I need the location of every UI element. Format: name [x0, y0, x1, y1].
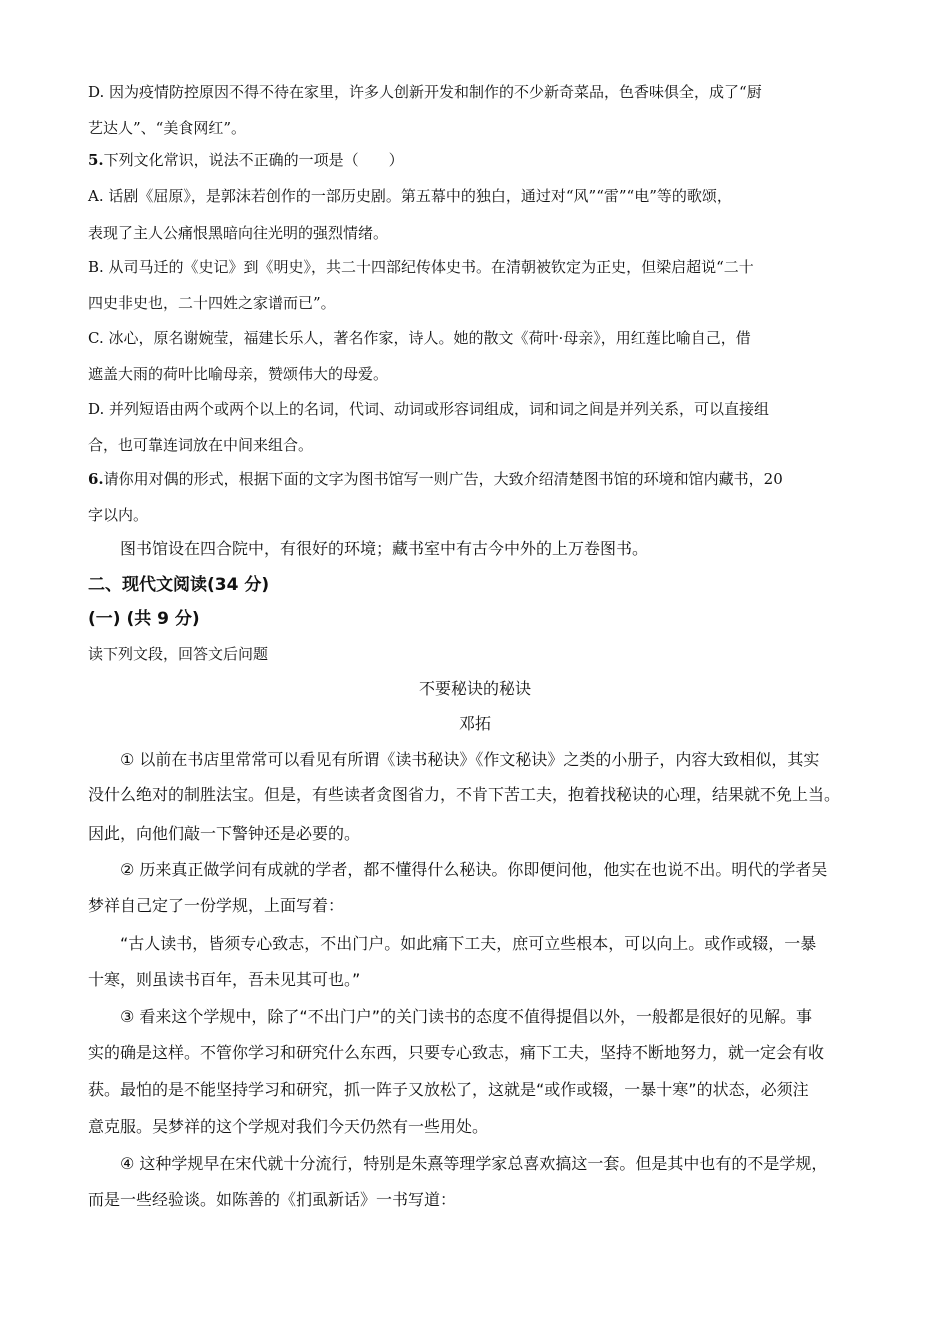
- paragraph-1-line2: 没什么绝对的制胜法宝。但是，有些读者贪图省力，不肯下苦工夫，抱着找秘诀的心理，结果就不免上当。: [88, 785, 841, 804]
- question-6-stem-line2: 字以内。: [88, 506, 149, 524]
- subsection-heading: (一) (共 9 分): [88, 609, 200, 629]
- paragraph-3-line3: 获。最怕的是不能坚持学习和研究，抓一阵子又放松了，这就是“或作或辍，一暴十寒”的状态，必须注: [88, 1080, 809, 1099]
- q5-option-c-line2: 遮盖大雨的荷叶比喻母亲，赞颂伟大的母爱。: [88, 365, 389, 383]
- q5-option-c-line1: C. 冰心，原名谢婉莹，福建长乐人，著名作家，诗人。她的散文《荷叶·母亲》，用红莲比喻自己，借: [88, 329, 751, 347]
- question-5-stem: 下列文化常识，说法不正确的一项是（ ）: [103, 151, 404, 169]
- q5-option-d-line2: 合，也可靠连词放在中间来组合。: [88, 436, 314, 454]
- reading-instruction: 读下列文段，回答文后问题: [88, 645, 269, 663]
- q5-option-a-line2: 表现了主人公痛恨黑暗向往光明的强烈情绪。: [88, 224, 389, 242]
- paragraph-4-line2: 而是一些经验谈。如陈善的《扪虱新话》一书写道：: [88, 1190, 457, 1209]
- paragraph-3-line2: 实的确是这样。不管你学习和研究什么东西，只要专心致志，痛下工夫，坚持不断地努力，就一定会有收: [88, 1043, 825, 1062]
- question-6-material: 图书馆设在四合院中，有很好的环境；藏书室中有古今中外的上万卷图书。: [120, 539, 649, 558]
- paragraph-3-line4: 意克服。吴梦祥的这个学规对我们今天仍然有一些用处。: [88, 1117, 489, 1136]
- question-6: [88, 470, 783, 488]
- question-5: [88, 151, 404, 169]
- q5-option-b-line2: 四史非史也，二十四姓之家谱而已”。: [88, 294, 336, 312]
- quote-line2: 十寒，则虽读书百年，吾未见其可也。”: [88, 970, 361, 989]
- quote-line1: “古人读书，皆须专心致志，不出门户。如此痛下工夫，庶可立些根本，可以向上。或作或辍，一暴: [120, 934, 817, 953]
- article-title: 不要秘诀的秘诀: [418, 679, 531, 698]
- q5-option-a-line1: A. 话剧《屈原》，是郭沫若创作的一部历史剧。第五幕中的独白，通过对“风”“雷”“电”等的歌颂，: [88, 187, 732, 205]
- question-6-stem-line1: 请你用对偶的形式，根据下面的文字为图书馆写一则广告，大致介绍清楚图书馆的环境和馆内藏书，20: [103, 470, 783, 488]
- q5-option-d-line1: D. 并列短语由两个或两个以上的名词，代词、动词或形容词组成，词和词之间是并列关系，可以直接组: [88, 400, 770, 418]
- q4-option-d-line1: D. 因为疫情防控原因不得不待在家里，许多人创新开发和制作的不少新奇菜品，色香味俱全，成了“厨: [88, 83, 762, 101]
- article-author: 邓拓: [458, 714, 491, 733]
- paragraph-2-line1: ② 历来真正做学问有成就的学者，都不懂得什么秘诀。你即便问他，他实在也说不出。明代的学者吴: [120, 860, 828, 879]
- paragraph-1-line3: 因此，向他们敲一下警钟还是必要的。: [88, 824, 361, 843]
- paragraph-2-line2: 梦祥自己定了一份学规，上面写着：: [88, 896, 345, 915]
- q4-option-d-line2: 艺达人”、“美食网红”。: [88, 119, 247, 137]
- paragraph-4-line1: ④ 这种学规早在宋代就十分流行，特别是朱熹等理学家总喜欢搞这一套。但是其中也有的不是学规，: [120, 1154, 828, 1173]
- paragraph-1-line1: ① 以前在书店里常常可以看见有所谓《读书秘诀》《作文秘诀》之类的小册子，内容大致相似，其实: [120, 750, 820, 769]
- q5-option-b-line1: B. 从司马迁的《史记》到《明史》，共二十四部纪传体史书。在清朝被钦定为正史，但梁启超说“二十: [88, 258, 754, 276]
- question-5-number: 5.: [88, 151, 104, 169]
- question-6-number: 6.: [88, 470, 104, 488]
- paragraph-3-line1: ③ 看来这个学规中，除了“不出门户”的关门读书的态度不值得提倡以外，一般都是很好的见解。事: [120, 1007, 813, 1026]
- section-heading: 二、现代文阅读(34 分): [88, 575, 270, 595]
